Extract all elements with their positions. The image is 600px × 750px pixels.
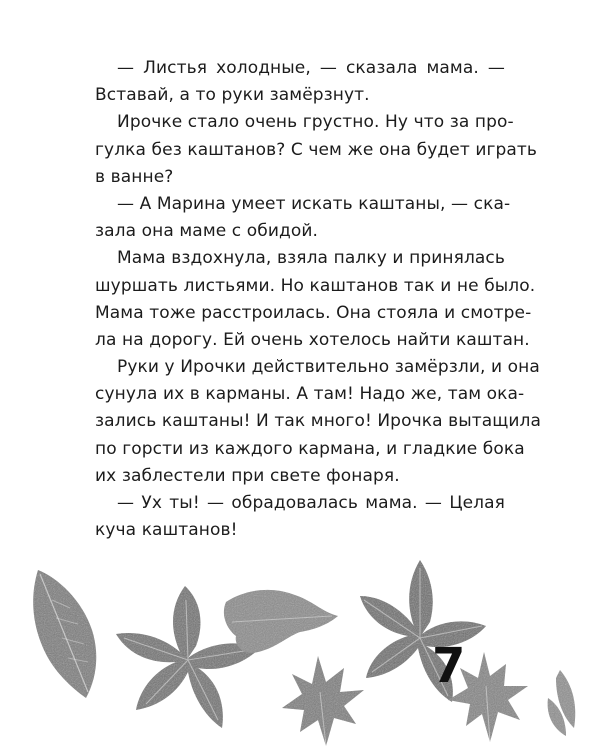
text-line: по горсти из каждого кармана, и гладкие бока [95, 438, 525, 459]
leaf-sprig-icon [548, 670, 576, 736]
page-number: 7 [432, 638, 466, 694]
oak-leaf-icon [224, 590, 338, 653]
text-line: Мама вздохнула, взяла палку и принялась [117, 248, 505, 269]
text-line: их заблестели при свете фонаря. [95, 465, 400, 486]
text-line: — А Марина умеет искать каштаны, — ска- [117, 193, 511, 214]
text-line: Вставай, а то руки замёрзнут. [95, 85, 370, 106]
text-line: зались каштаны! И так много! Ирочка вытащила [95, 411, 542, 432]
text-line: зала она маме с обидой. [95, 221, 319, 242]
maple-leaf-icon [282, 656, 364, 746]
story-text [95, 55, 542, 544]
feather-leaf-icon [33, 570, 96, 698]
text-line: — Ух ты! — обрадовалась мама. — Целая [117, 493, 505, 513]
leaves-illustration [0, 560, 600, 750]
text-line: — Листья холодные, — сказала мама. — [117, 58, 505, 78]
text-line: гулка без каштанов? С чем же она будет играть [95, 139, 538, 160]
text-line: в ванне? [95, 166, 174, 187]
text-line: сунула их в карманы. А там! Надо же, там ока- [95, 384, 525, 405]
text-line: Мама тоже расстроилась. Она стояла и смотре- [95, 302, 532, 323]
text-line: шуршать листьями. Но каштанов так и не было. [95, 275, 536, 296]
text-line: ла на дорогу. Ей очень хотелось найти каштан. [95, 329, 530, 350]
text-line: Руки у Ирочки действительно замёрзли, и она [117, 357, 540, 378]
text-line: куча каштанов! [95, 520, 238, 541]
text-line: Ирочке стало очень грустно. Ну что за про- [117, 112, 514, 133]
